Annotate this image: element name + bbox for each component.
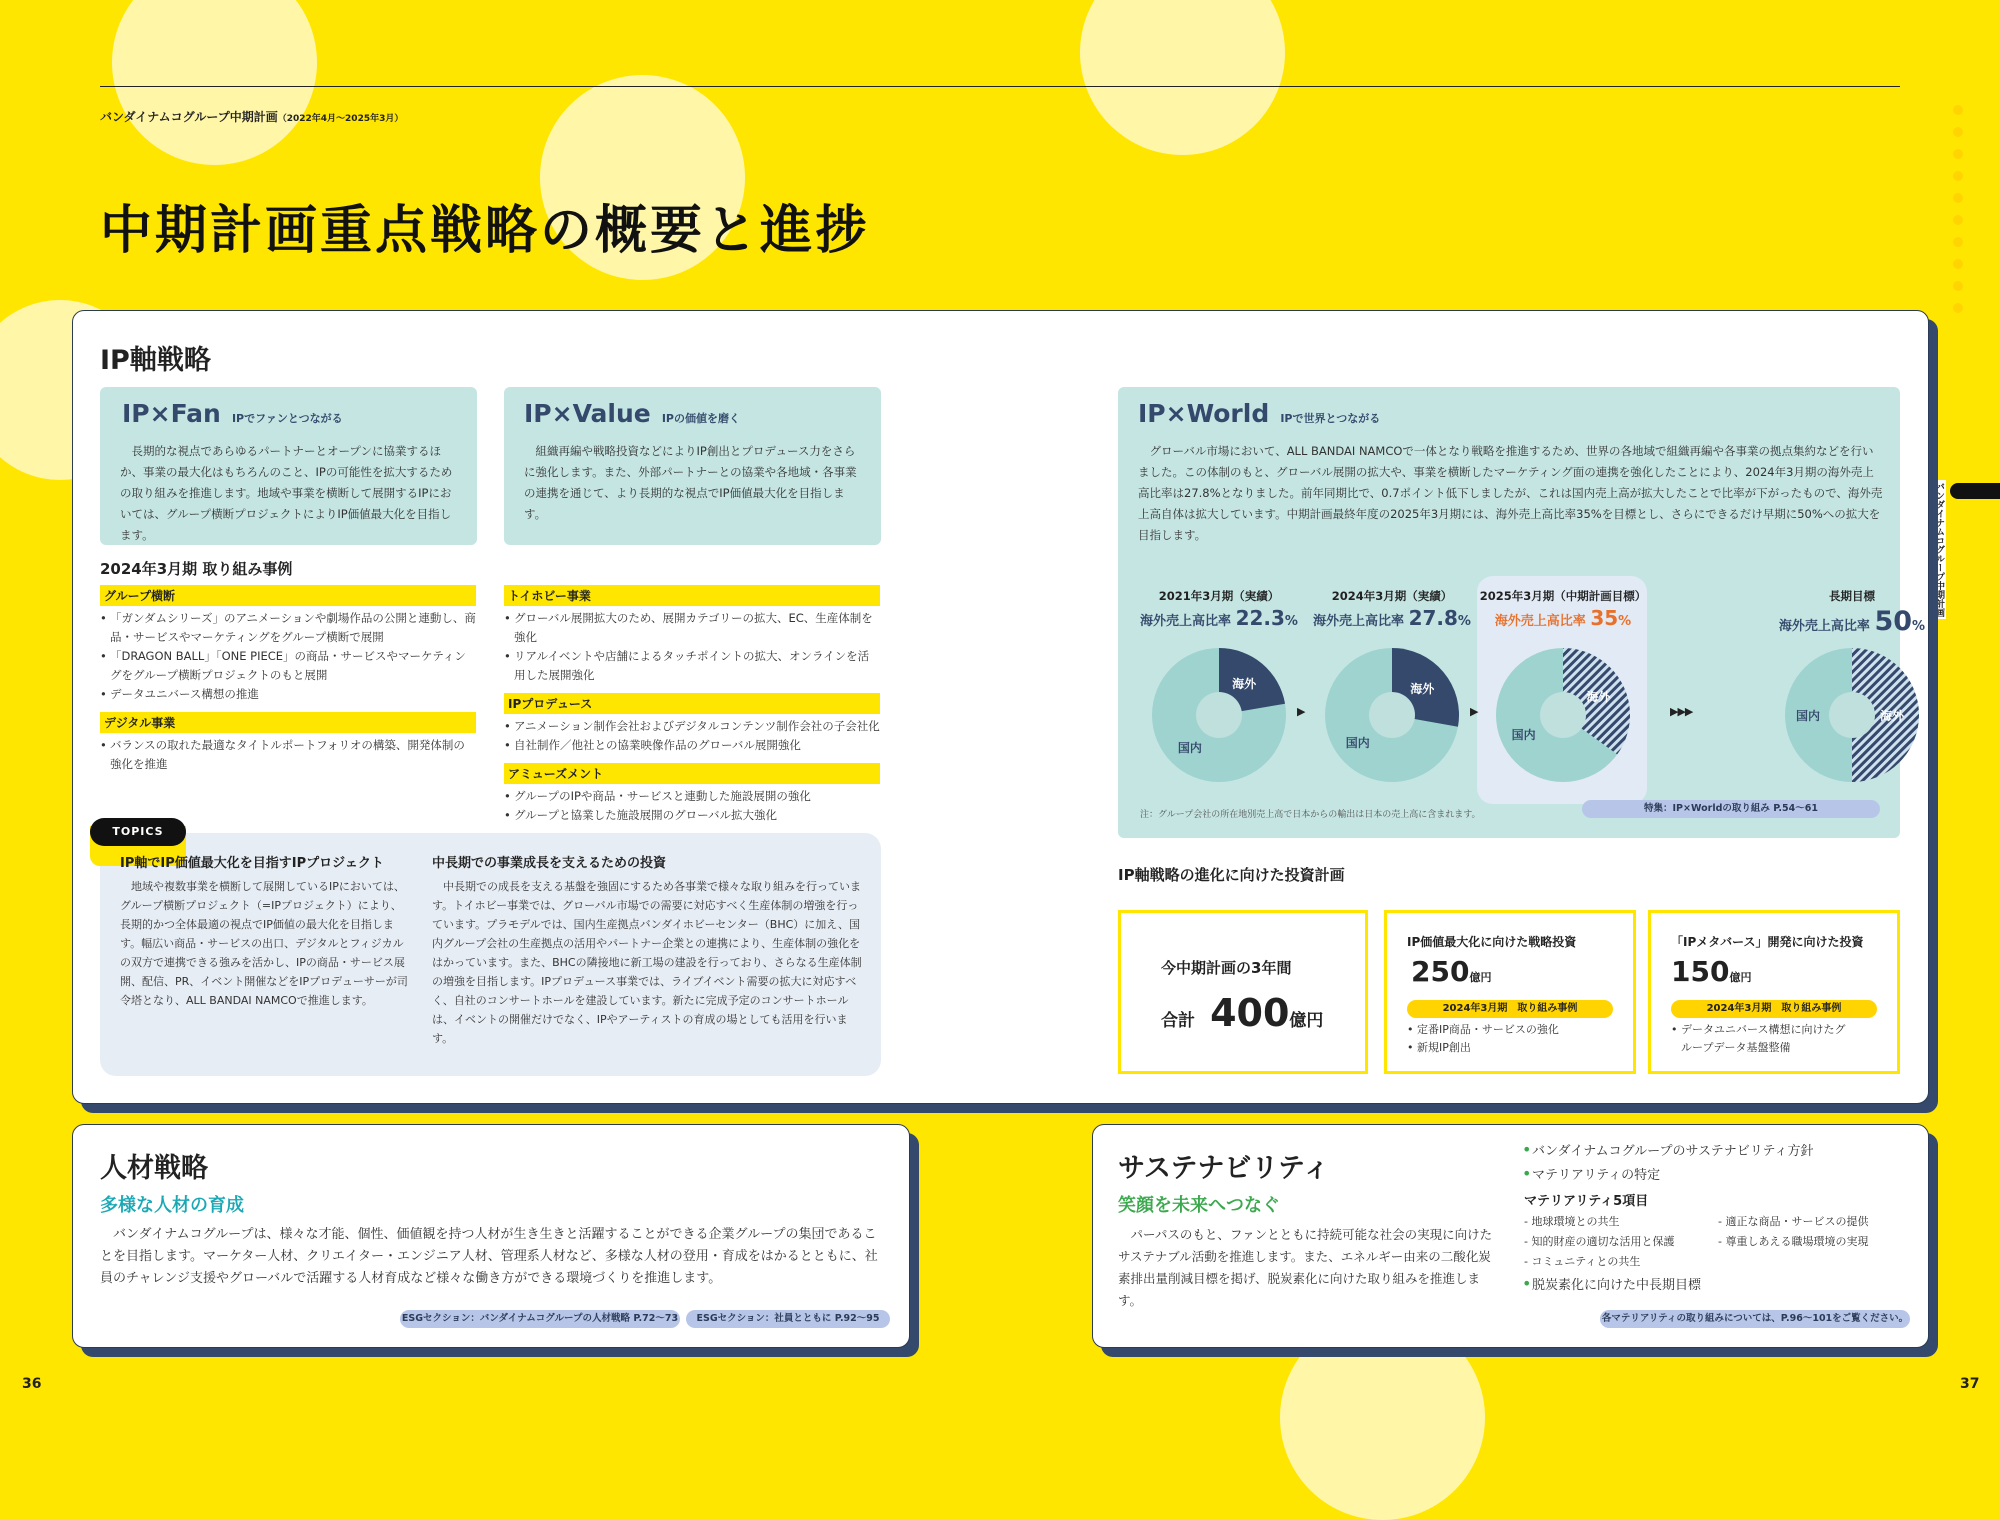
cases-right-col [504, 585, 880, 828]
pie-slice-label-overseas: 海外 [1586, 689, 1611, 704]
cases-left-col [100, 585, 476, 777]
invest-item-title: IP価値最大化に向けた戦略投資 [1407, 935, 1577, 949]
pie-hole [1196, 692, 1242, 738]
page-number-right: 37 [1960, 1376, 1980, 1392]
pie-value-label: 海外売上高比率 35% [1494, 606, 1632, 630]
invest-total-box [1118, 910, 1368, 1074]
pie-arrow: ▶ [1470, 705, 1479, 718]
pie-arrow: ▶▶▶ [1670, 705, 1693, 718]
pie-slice-label-domestic: 国内 [1511, 728, 1536, 743]
invest-item-entry: • 定番IP商品・サービスの強化 [1407, 1021, 1627, 1039]
topics-tag: TOPICS [90, 818, 186, 846]
materiality-left [1524, 1212, 1674, 1272]
materiality-heading: マテリアリティ5項目 [1524, 1194, 1649, 1209]
sus-body: パーパスのもと、ファンとともに持続可能な社会の実現に向けたサステナブル活動を推進します。また、エネルギー由来の二酸化炭素排出量削減目標を掲げ、脱炭素化に向けた取り組みを推進します。 [1118, 1227, 1493, 1308]
case-item: • データユニバース構想の推進 [100, 685, 476, 704]
ip-world-title-text: IP×World [1138, 399, 1270, 428]
invest-item-list [1407, 1021, 1627, 1057]
case-item: • 自社制作／他社との協業映像作品のグローバル展開強化 [504, 736, 880, 755]
case-item: • リアルイベントや店舗によるタッチポイントの拡大、オンラインを活用した展開強化 [504, 647, 880, 685]
side-tab-label: バンダイナムコグループ中期計画 [1930, 480, 1946, 619]
topics-col2-body: 中長期での成長を支える基盤を強固にするため各事業で様々な取り組みを行っています。トイホビー事業では、グローバル市場での需要に対応すべく生産体制の増強を行っています。プラモデルでは、国内生産拠点バンダイホビーセンター（BHC）に加え、国内グループ会社の生産拠点の活用やパートナー企業との連携により、生産体制の強化をはかっています。また、BHCの隣接地に新工場の建設を行っており、さらなる生産体制の増強を目指します。IPプロデュース事業では、ライブイベント需要の拡大に対応すべく、自社のコンサートホールを建設しています。新たに完成予定のコンサートホールは、イベントの開催だけでなく、IPやアーティストの育成の場としても活用を行います。 [432, 880, 862, 1045]
deco-dot [1953, 149, 1963, 159]
sus-bullet: • 脱炭素化に向けた中長期目標 [1522, 1274, 1902, 1298]
invest-item-box [1384, 910, 1636, 1074]
ip-fan-title [122, 399, 343, 428]
pie-slice-label-overseas: 海外 [1880, 709, 1905, 723]
ip-value-body: 組織再編や戦略投資などによりIP創出とプロデュース力をさらに強化します。また、外部パートナーとの協業や各地域・各事業の連携を通じて、より長期的な視点でIP価値最大化を目指します。 [524, 444, 857, 521]
pie-slice-label-overseas: 海外 [1410, 682, 1435, 697]
pie-slice-label-domestic: 国内 [1345, 735, 1370, 750]
ip-value-box [504, 387, 881, 545]
topics-col2 [432, 852, 862, 1048]
pie-slice-label-overseas: 海外 [1232, 676, 1257, 691]
case-label: アミューズメント [504, 763, 880, 784]
case-list [100, 609, 476, 704]
materiality-right [1718, 1212, 1868, 1252]
invest-item-unit: 億円 [1469, 971, 1492, 984]
pie-value-label: 海外売上高比率 27.8% [1313, 606, 1471, 630]
pie-arrow: ▶ [1297, 705, 1306, 718]
invest-item-value: 250 [1411, 955, 1470, 988]
invest-item-box [1648, 910, 1900, 1074]
ip-value-title-text: IP×Value [524, 399, 651, 428]
bg-bubble [112, 0, 317, 165]
pie-value-label: 海外売上高比率 22.3% [1140, 606, 1298, 630]
topics-col2-title: 中長期での事業成長を支えるための投資 [432, 856, 667, 871]
hr-ref-link[interactable]: ESGセクション：バンダイナムコグループの人材戦略 P.72〜73 [400, 1310, 680, 1328]
ip-fan-subtitle: IPでファンとつながる [231, 412, 343, 425]
case-label: トイホビー事業 [504, 585, 880, 606]
materiality-item: - 地球環境との共生 [1524, 1215, 1620, 1228]
case-list [504, 609, 880, 685]
cases-heading: 2024年3月期 取り組み事例 [100, 560, 293, 578]
topics-col1-title: IP軸でIP価値最大化を目指すIPプロジェクト [120, 856, 384, 871]
deco-dot [1953, 281, 1963, 291]
ip-world-subtitle: IPで世界とつながる [1280, 412, 1381, 425]
pie-category-label: 2025年3月期（中期計画目標） [1479, 589, 1647, 603]
case-list [504, 717, 880, 755]
pie-hole [1829, 692, 1875, 738]
materiality-item: - 尊重しあえる職場環境の実現 [1718, 1235, 1869, 1248]
pie-category-label: 長期目標 [1829, 589, 1875, 603]
invest-item-entry: • データユニバース構想に向けたグループデータ基盤整備 [1671, 1021, 1851, 1057]
invest-item-tag: 2024年3月期 取り組み事例 [1671, 1000, 1877, 1018]
case-item: • グループと協業した施設展開のグローバル拡大強化 [504, 806, 880, 825]
hr-heading: 人材戦略 [100, 1153, 208, 1184]
invest-item-value: 150 [1671, 955, 1730, 988]
case-label: IPプロデュース [504, 693, 880, 714]
topics-col1 [120, 852, 412, 1010]
materiality-item: - 知的財産の適切な活用と保護 [1524, 1235, 1675, 1248]
ip-fan-title-text: IP×Fan [122, 399, 221, 428]
deco-dot [1953, 215, 1963, 225]
pie-hole [1540, 692, 1586, 738]
invest-total-label: 今中期計画の3年間 [1161, 959, 1292, 977]
sus-bullet: • バンダイナムコグループのサステナビリティ方針 [1522, 1140, 1902, 1164]
deco-dot [1953, 127, 1963, 137]
deco-dot [1953, 259, 1963, 269]
pie-category-label: 2021年3月期（実績） [1158, 589, 1280, 603]
invest-total-value: 400 [1210, 991, 1290, 1035]
ip-value-subtitle: IPの価値を磨く [661, 412, 740, 425]
sus-bullet: • マテリアリティの特定 [1522, 1164, 1902, 1188]
ip-fan-body: 長期的な視点であらゆるパートナーとオープンに協業するほか、事業の最大化はもちろんのこと、IPの可能性を拡大するための取り組みを推進します。地域や事業を横断して展開するIPにおいては、グループ横断プロジェクトによりIP価値最大化を目指します。 [120, 444, 453, 542]
pie-category-label: 2024年3月期（実績） [1331, 589, 1453, 603]
deco-dot [1953, 193, 1963, 203]
case-item: • グローバル展開拡大のため、展開カテゴリーの拡大、EC、生産体制を強化 [504, 609, 880, 647]
invest-total-unit: 億円 [1289, 1011, 1324, 1031]
pie-slice-label-domestic: 国内 [1177, 741, 1202, 756]
sus-heading: サステナビリティ [1118, 1153, 1330, 1184]
deco-dot [1953, 105, 1963, 115]
sus-bullets [1522, 1274, 1902, 1298]
case-list [504, 787, 880, 825]
deco-dot [1953, 237, 1963, 247]
case-label: グループ横断 [100, 585, 476, 606]
case-item: • バランスの取れた最適なタイトルポートフォリオの構築、開発体制の強化を推進 [100, 736, 476, 774]
case-label: デジタル事業 [100, 712, 476, 733]
invest-total-prefix: 合計 [1161, 1011, 1195, 1031]
materiality-item: - 適正な商品・サービスの提供 [1718, 1215, 1869, 1228]
ip-value-title [524, 399, 740, 428]
ip-world-body: グローバル市場において、ALL BANDAI NAMCOで一体となり戦略を推進するため、世界の各地域で組織再編や各事業の拠点集約などを行いました。この体制のもと、グローバル展開の拡大や、事業を横断したマーケティング面の連携を強化したことにより、2024年3月期の海外売上高比率は27.8%となりました。前年同期比で、0.7ポイント低下しましたが、これは国内売上高が拡大したことで比率が下がったもので、海外売上高自体は拡大しています。中期計画最終年度の2025年3月期には、海外売上高比率35%を目標とし、さらにできるだけ早期に50%への拡大を目指します。 [1138, 444, 1883, 542]
header-rule [100, 86, 1900, 87]
materiality-item: - コミュニティとの共生 [1524, 1255, 1641, 1268]
header-title-text: バンダイナムコグループ中期計画 [100, 110, 278, 124]
header-period: （2022年4月～2025年3月） [277, 114, 404, 124]
hr-body: バンダイナムコグループは、様々な才能、個性、価値観を持つ人材が生き生きと活躍することができる企業グループの集団であることを目指します。マーケター人材、クリエイター・エンジニア人材、管理系人材など、多様な人材の登用・育成をはかるとともに、社員のチャレンジ支援やグローバルで活躍する人材育成など様々な働き方ができる環境づくりを推進します。 [100, 1227, 878, 1286]
case-list [100, 736, 476, 774]
pie-chart [1494, 646, 1632, 784]
deco-dot [1953, 303, 1963, 313]
pie-hole [1369, 692, 1415, 738]
page-title: 中期計画重点戦略の概要と進捗 [100, 201, 871, 261]
header-title [100, 108, 403, 125]
invest-item-title: 「IPメタバース」開発に向けた投資 [1671, 935, 1864, 949]
ip-world-title [1138, 399, 1380, 428]
case-item: • 「DRAGON BALL」「ONE PIECE」の商品・サービスやマーケティングをグループ横断プロジェクトのもと展開 [100, 647, 476, 685]
bg-bubble [1080, 0, 1285, 155]
side-tab-marker [1950, 483, 2000, 499]
world-note: 注：グループ会社の所在地別売上高で日本からの輸出は日本の売上高に含まれます。 [1140, 810, 1481, 820]
ip-heading: IP軸戦略 [100, 345, 211, 376]
pie-slice-label-domestic: 国内 [1796, 709, 1821, 723]
sus-ref-link[interactable]: 各マテリアリティの取り組みについては、P.96〜101をご覧ください。 [1600, 1310, 1910, 1328]
invest-total-amount [1161, 991, 1323, 1035]
hr-subheading: 多様な人材の育成 [100, 1195, 244, 1216]
case-item: • グループのIPや商品・サービスと連動した施設展開の強化 [504, 787, 880, 806]
sus-subheading: 笑顔を未来へつなぐ [1118, 1195, 1280, 1216]
invest-item-amount [1411, 955, 1491, 988]
pie-value-label: 海外売上高比率 50% [1778, 606, 1926, 637]
topics-col1-body: 地域や複数事業を横断して展開しているIPにおいては、グループ横断プロジェクト（=IPプロジェクト）により、長期的かつ全体最適の視点でIP価値の最大化を目指します。幅広い商品・サービスの出口、デジタルとフィジカルの双方で連携できる強みを活かし、IPの商品・サービス展開、配信、PR、イベント開催などをIPプロデューサーが司令塔となり、ALL BANDAI NAMCOで推進します。 [120, 880, 408, 1007]
sus-bullets [1522, 1140, 1902, 1188]
case-item: • アニメーション制作会社およびデジタルコンテンツ制作会社の子会社化 [504, 717, 880, 736]
ip-fan-box [100, 387, 477, 545]
pie-chart [1150, 646, 1288, 784]
page-number-left: 36 [22, 1376, 42, 1392]
invest-item-entry: • 新規IP創出 [1407, 1039, 1627, 1057]
invest-item-unit: 億円 [1729, 971, 1752, 984]
invest-heading: IP軸戦略の進化に向けた投資計画 [1118, 866, 1345, 884]
invest-item-amount [1671, 955, 1751, 988]
pie-chart [1323, 646, 1461, 784]
case-item: • 「ガンダムシリーズ」のアニメーションや劇場作品の公開と連動し、商品・サービスやマーケティングをグループ横断で展開 [100, 609, 476, 647]
hr-ref-link[interactable]: ESGセクション：社員とともに P.92〜95 [686, 1310, 890, 1328]
invest-item-list [1671, 1021, 1851, 1057]
invest-item-tag: 2024年3月期 取り組み事例 [1407, 1000, 1613, 1018]
deco-dot [1953, 171, 1963, 181]
world-ref-link[interactable]: 特集：IP×Worldの取り組み P.54〜61 [1582, 800, 1880, 818]
